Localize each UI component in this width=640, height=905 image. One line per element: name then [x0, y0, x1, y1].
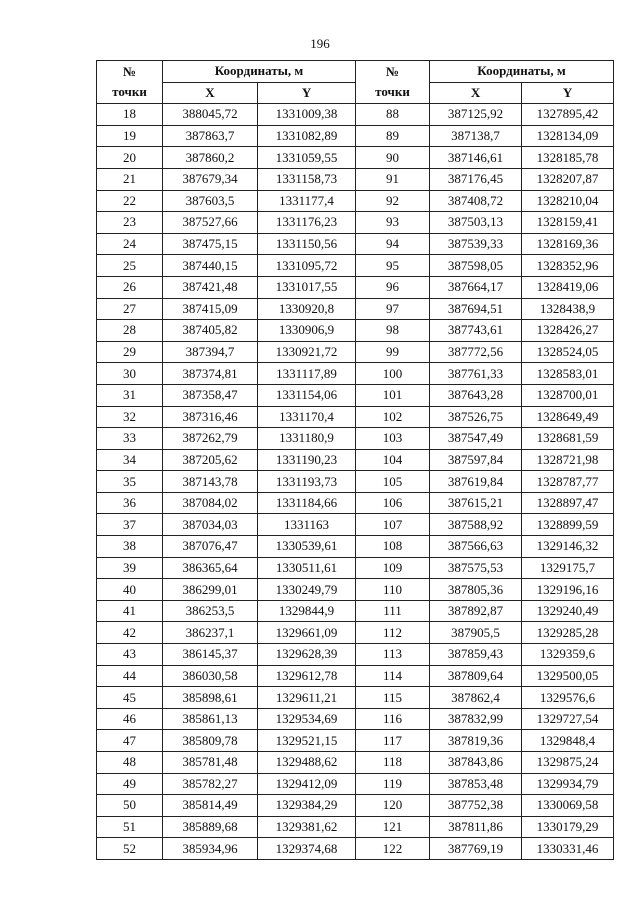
- table-row: [97, 233, 614, 255]
- point-number-cell: 105: [356, 471, 430, 493]
- point-number-header-right: [356, 61, 430, 104]
- table-row: [97, 514, 614, 536]
- point-number-cell: 95: [356, 255, 430, 277]
- x-coordinate-cell: 387125,92: [430, 104, 522, 126]
- x-coordinate-cell: 385861,13: [163, 708, 258, 730]
- y-coordinate-cell: 1329727,54: [522, 708, 614, 730]
- x-coordinate-cell: 387146,61: [430, 147, 522, 169]
- point-number-cell: 50: [97, 795, 163, 817]
- y-coordinate-cell: 1329576,6: [522, 687, 614, 709]
- point-number-cell: 45: [97, 687, 163, 709]
- y-coordinate-cell: 1328681,59: [522, 428, 614, 450]
- x-coordinate-cell: 387394,7: [163, 341, 258, 363]
- x-coordinate-cell: 387819,36: [430, 730, 522, 752]
- point-label: точки: [112, 84, 147, 100]
- x-coordinate-cell: 387176,45: [430, 168, 522, 190]
- y-coordinate-cell: 1330539,61: [258, 536, 356, 558]
- x-coordinate-cell: 387440,15: [163, 255, 258, 277]
- y-coordinate-cell: 1329934,79: [522, 773, 614, 795]
- x-coordinate-cell: 387138,7: [430, 125, 522, 147]
- y-coordinate-cell: 1329384,29: [258, 795, 356, 817]
- y-coordinate-cell: 1329285,28: [522, 622, 614, 644]
- y-coordinate-cell: 1329875,24: [522, 752, 614, 774]
- y-coordinate-cell: 1328899,59: [522, 514, 614, 536]
- table-row: [97, 449, 614, 471]
- table-row: [97, 536, 614, 558]
- x-coordinate-cell: 386030,58: [163, 665, 258, 687]
- x-coordinate-cell: 386237,1: [163, 622, 258, 644]
- y-coordinate-cell: 1328649,49: [522, 406, 614, 428]
- point-number-cell: 101: [356, 384, 430, 406]
- point-number-cell: 20: [97, 147, 163, 169]
- point-number-cell: 116: [356, 708, 430, 730]
- x-coordinate-cell: 387262,79: [163, 428, 258, 450]
- x-coordinate-cell: 387405,82: [163, 320, 258, 342]
- table-row: [97, 212, 614, 234]
- point-number-cell: 88: [356, 104, 430, 126]
- x-coordinate-cell: 387761,33: [430, 363, 522, 385]
- point-number-cell: 93: [356, 212, 430, 234]
- point-number-cell: 32: [97, 406, 163, 428]
- point-number-cell: 110: [356, 579, 430, 601]
- point-number-cell: 111: [356, 600, 430, 622]
- y-coordinate-cell: 1328210,04: [522, 190, 614, 212]
- x-header-left: X: [163, 82, 258, 104]
- x-coordinate-cell: 387588,92: [430, 514, 522, 536]
- table-row: [97, 276, 614, 298]
- x-coordinate-cell: 387374,81: [163, 363, 258, 385]
- x-coordinate-cell: 387076,47: [163, 536, 258, 558]
- point-number-cell: 34: [97, 449, 163, 471]
- y-coordinate-cell: 1330906,9: [258, 320, 356, 342]
- table-row: [97, 665, 614, 687]
- y-coordinate-cell: 1329611,21: [258, 687, 356, 709]
- y-coordinate-cell: 1331163: [258, 514, 356, 536]
- page-number: 196: [310, 36, 330, 51]
- y-coordinate-cell: 1328352,96: [522, 255, 614, 277]
- x-coordinate-cell: 386365,64: [163, 557, 258, 579]
- x-coordinate-cell: 387547,49: [430, 428, 522, 450]
- y-coordinate-cell: 1331017,55: [258, 276, 356, 298]
- x-coordinate-cell: 387603,5: [163, 190, 258, 212]
- x-coordinate-cell: 387084,02: [163, 492, 258, 514]
- x-coordinate-cell: 385781,48: [163, 752, 258, 774]
- x-coordinate-cell: 387863,7: [163, 125, 258, 147]
- coordinates-header-left: Координаты, м: [163, 61, 356, 83]
- x-coordinate-cell: 387752,38: [430, 795, 522, 817]
- table-row: [97, 168, 614, 190]
- table-row: [97, 125, 614, 147]
- point-number-cell: 47: [97, 730, 163, 752]
- point-number-cell: 92: [356, 190, 430, 212]
- x-coordinate-cell: 387769,19: [430, 838, 522, 860]
- table-row: [97, 752, 614, 774]
- table-row: [97, 795, 614, 817]
- y-coordinate-cell: 1331184,66: [258, 492, 356, 514]
- table-row: [97, 773, 614, 795]
- table-row: [97, 579, 614, 601]
- y-coordinate-cell: 1331150,56: [258, 233, 356, 255]
- point-number-cell: 112: [356, 622, 430, 644]
- point-number-cell: 107: [356, 514, 430, 536]
- y-coordinate-cell: 1329534,69: [258, 708, 356, 730]
- y-coordinate-cell: 1330511,61: [258, 557, 356, 579]
- point-number-cell: 19: [97, 125, 163, 147]
- point-number-cell: 43: [97, 644, 163, 666]
- point-number-cell: 44: [97, 665, 163, 687]
- x-coordinate-cell: 387575,53: [430, 557, 522, 579]
- x-coordinate-cell: 387862,4: [430, 687, 522, 709]
- point-number-cell: 103: [356, 428, 430, 450]
- point-number-cell: 96: [356, 276, 430, 298]
- point-number-cell: 113: [356, 644, 430, 666]
- x-coordinate-cell: 387205,62: [163, 449, 258, 471]
- table-row: [97, 600, 614, 622]
- x-coordinate-cell: 387527,66: [163, 212, 258, 234]
- y-coordinate-cell: 1331082,89: [258, 125, 356, 147]
- y-coordinate-cell: 1330920,8: [258, 298, 356, 320]
- point-number-cell: 48: [97, 752, 163, 774]
- x-coordinate-cell: 387503,13: [430, 212, 522, 234]
- x-coordinate-cell: 387679,34: [163, 168, 258, 190]
- point-number-cell: 23: [97, 212, 163, 234]
- point-number-cell: 41: [97, 600, 163, 622]
- point-number-cell: 33: [97, 428, 163, 450]
- x-coordinate-cell: 387664,17: [430, 276, 522, 298]
- point-number-cell: 108: [356, 536, 430, 558]
- x-coordinate-cell: 385889,68: [163, 816, 258, 838]
- x-coordinate-cell: 387860,2: [163, 147, 258, 169]
- y-coordinate-cell: 1329359,6: [522, 644, 614, 666]
- x-coordinate-cell: 387809,64: [430, 665, 522, 687]
- table-row: [97, 384, 614, 406]
- y-coordinate-cell: 1328583,01: [522, 363, 614, 385]
- x-coordinate-cell: 387539,33: [430, 233, 522, 255]
- table-row: [97, 492, 614, 514]
- table-row: [97, 644, 614, 666]
- x-coordinate-cell: 385934,96: [163, 838, 258, 860]
- y-coordinate-cell: 1331170,4: [258, 406, 356, 428]
- point-number-cell: 42: [97, 622, 163, 644]
- table-row: [97, 255, 614, 277]
- y-coordinate-cell: 1329628,39: [258, 644, 356, 666]
- y-coordinate-cell: 1329240,49: [522, 600, 614, 622]
- y-coordinate-cell: 1328524,05: [522, 341, 614, 363]
- x-coordinate-cell: 387832,99: [430, 708, 522, 730]
- y-header-right: Y: [522, 82, 614, 104]
- point-number-cell: 117: [356, 730, 430, 752]
- point-number-cell: 118: [356, 752, 430, 774]
- x-coordinate-cell: 385782,27: [163, 773, 258, 795]
- y-coordinate-cell: 1328897,47: [522, 492, 614, 514]
- point-number-cell: 27: [97, 298, 163, 320]
- point-number-cell: 119: [356, 773, 430, 795]
- point-number-cell: 25: [97, 255, 163, 277]
- x-coordinate-cell: 387859,43: [430, 644, 522, 666]
- point-number-cell: 109: [356, 557, 430, 579]
- x-coordinate-cell: 387475,15: [163, 233, 258, 255]
- x-coordinate-cell: 387034,03: [163, 514, 258, 536]
- point-number-header-left: [97, 61, 163, 104]
- table-row: [97, 622, 614, 644]
- table-row: [97, 708, 614, 730]
- y-coordinate-cell: 1331176,23: [258, 212, 356, 234]
- x-coordinate-cell: 387619,84: [430, 471, 522, 493]
- point-number-cell: 102: [356, 406, 430, 428]
- point-number-cell: 122: [356, 838, 430, 860]
- table-row: [97, 730, 614, 752]
- x-coordinate-cell: 387598,05: [430, 255, 522, 277]
- x-coordinate-cell: 387597,84: [430, 449, 522, 471]
- point-number-cell: 31: [97, 384, 163, 406]
- x-coordinate-cell: 386145,37: [163, 644, 258, 666]
- point-number-cell: 39: [97, 557, 163, 579]
- point-label: точки: [375, 84, 410, 100]
- y-coordinate-cell: 1329196,16: [522, 579, 614, 601]
- table-row: [97, 298, 614, 320]
- table-row: [97, 428, 614, 450]
- table-row: [97, 838, 614, 860]
- x-coordinate-cell: 387643,28: [430, 384, 522, 406]
- table-row: [97, 104, 614, 126]
- y-coordinate-cell: 1329146,32: [522, 536, 614, 558]
- point-number-cell: 29: [97, 341, 163, 363]
- point-number-cell: 99: [356, 341, 430, 363]
- point-number-cell: 21: [97, 168, 163, 190]
- point-number-cell: 38: [97, 536, 163, 558]
- header-row-axes: [97, 82, 614, 104]
- y-coordinate-cell: 1329844,9: [258, 600, 356, 622]
- point-number-cell: 30: [97, 363, 163, 385]
- x-coordinate-cell: 387843,86: [430, 752, 522, 774]
- y-coordinate-cell: 1330249,79: [258, 579, 356, 601]
- y-coordinate-cell: 1329374,68: [258, 838, 356, 860]
- y-coordinate-cell: 1329412,09: [258, 773, 356, 795]
- x-coordinate-cell: 387694,51: [430, 298, 522, 320]
- y-coordinate-cell: 1329661,09: [258, 622, 356, 644]
- table-row: [97, 687, 614, 709]
- x-coordinate-cell: 387853,48: [430, 773, 522, 795]
- point-number-cell: 24: [97, 233, 163, 255]
- point-number-cell: 114: [356, 665, 430, 687]
- y-coordinate-cell: 1328207,87: [522, 168, 614, 190]
- y-coordinate-cell: 1331117,89: [258, 363, 356, 385]
- table-row: [97, 341, 614, 363]
- y-coordinate-cell: 1328787,77: [522, 471, 614, 493]
- y-coordinate-cell: 1331190,23: [258, 449, 356, 471]
- y-coordinate-cell: 1328419,06: [522, 276, 614, 298]
- x-coordinate-cell: 385809,78: [163, 730, 258, 752]
- y-coordinate-cell: 1330331,46: [522, 838, 614, 860]
- point-number-cell: 46: [97, 708, 163, 730]
- point-number-cell: 94: [356, 233, 430, 255]
- y-coordinate-cell: 1329612,78: [258, 665, 356, 687]
- y-coordinate-cell: 1328169,36: [522, 233, 614, 255]
- table-row: [97, 471, 614, 493]
- point-number-cell: 106: [356, 492, 430, 514]
- y-header-left: Y: [258, 82, 356, 104]
- y-coordinate-cell: 1331009,38: [258, 104, 356, 126]
- number-sign: №: [385, 64, 400, 80]
- y-coordinate-cell: 1328700,01: [522, 384, 614, 406]
- point-number-cell: 90: [356, 147, 430, 169]
- x-coordinate-cell: 387358,47: [163, 384, 258, 406]
- y-coordinate-cell: 1331095,72: [258, 255, 356, 277]
- y-coordinate-cell: 1329848,4: [522, 730, 614, 752]
- x-coordinate-cell: 387905,5: [430, 622, 522, 644]
- x-coordinate-cell: 387772,56: [430, 341, 522, 363]
- y-coordinate-cell: 1330921,72: [258, 341, 356, 363]
- y-coordinate-cell: 1331158,73: [258, 168, 356, 190]
- x-coordinate-cell: 387811,86: [430, 816, 522, 838]
- x-coordinate-cell: 387421,48: [163, 276, 258, 298]
- y-coordinate-cell: 1328721,98: [522, 449, 614, 471]
- x-coordinate-cell: 387566,63: [430, 536, 522, 558]
- x-coordinate-cell: 387526,75: [430, 406, 522, 428]
- x-coordinate-cell: 387316,46: [163, 406, 258, 428]
- y-coordinate-cell: 1331177,4: [258, 190, 356, 212]
- y-coordinate-cell: 1330069,58: [522, 795, 614, 817]
- y-coordinate-cell: 1330179,29: [522, 816, 614, 838]
- y-coordinate-cell: 1327895,42: [522, 104, 614, 126]
- number-sign: №: [122, 64, 137, 80]
- x-coordinate-cell: 386299,01: [163, 579, 258, 601]
- y-coordinate-cell: 1331154,06: [258, 384, 356, 406]
- table-row: [97, 363, 614, 385]
- point-number-cell: 40: [97, 579, 163, 601]
- point-number-cell: 52: [97, 838, 163, 860]
- x-coordinate-cell: 387415,09: [163, 298, 258, 320]
- y-coordinate-cell: 1329500,05: [522, 665, 614, 687]
- y-coordinate-cell: 1331193,73: [258, 471, 356, 493]
- point-number-cell: 18: [97, 104, 163, 126]
- point-number-cell: 115: [356, 687, 430, 709]
- table-row: [97, 320, 614, 342]
- coordinates-header-right: Координаты, м: [430, 61, 614, 83]
- point-number-cell: 35: [97, 471, 163, 493]
- table-row: [97, 147, 614, 169]
- y-coordinate-cell: 1329488,62: [258, 752, 356, 774]
- table-row: [97, 406, 614, 428]
- header-row-top: [97, 61, 614, 83]
- x-coordinate-cell: 385898,61: [163, 687, 258, 709]
- x-coordinate-cell: 388045,72: [163, 104, 258, 126]
- point-number-cell: 91: [356, 168, 430, 190]
- x-coordinate-cell: 385814,49: [163, 795, 258, 817]
- coordinates-table: [96, 60, 614, 860]
- y-coordinate-cell: 1328159,41: [522, 212, 614, 234]
- x-coordinate-cell: 387408,72: [430, 190, 522, 212]
- y-coordinate-cell: 1329381,62: [258, 816, 356, 838]
- y-coordinate-cell: 1329521,15: [258, 730, 356, 752]
- point-number-cell: 51: [97, 816, 163, 838]
- point-number-cell: 26: [97, 276, 163, 298]
- point-number-cell: 98: [356, 320, 430, 342]
- point-number-cell: 120: [356, 795, 430, 817]
- x-coordinate-cell: 387892,87: [430, 600, 522, 622]
- y-coordinate-cell: 1328134,09: [522, 125, 614, 147]
- table-row: [97, 816, 614, 838]
- x-header-right: X: [430, 82, 522, 104]
- point-number-cell: 89: [356, 125, 430, 147]
- x-coordinate-cell: 387805,36: [430, 579, 522, 601]
- y-coordinate-cell: 1328438,9: [522, 298, 614, 320]
- y-coordinate-cell: 1329175,7: [522, 557, 614, 579]
- x-coordinate-cell: 386253,5: [163, 600, 258, 622]
- table-row: [97, 557, 614, 579]
- table-row: [97, 190, 614, 212]
- point-number-cell: 37: [97, 514, 163, 536]
- point-number-cell: 104: [356, 449, 430, 471]
- point-number-cell: 49: [97, 773, 163, 795]
- point-number-cell: 28: [97, 320, 163, 342]
- point-number-cell: 100: [356, 363, 430, 385]
- point-number-cell: 121: [356, 816, 430, 838]
- y-coordinate-cell: 1328426,27: [522, 320, 614, 342]
- table-header: [97, 61, 614, 104]
- x-coordinate-cell: 387743,61: [430, 320, 522, 342]
- table-body: [97, 104, 614, 860]
- point-number-cell: 22: [97, 190, 163, 212]
- x-coordinate-cell: 387143,78: [163, 471, 258, 493]
- y-coordinate-cell: 1328185,78: [522, 147, 614, 169]
- y-coordinate-cell: 1331059,55: [258, 147, 356, 169]
- point-number-cell: 36: [97, 492, 163, 514]
- point-number-cell: 97: [356, 298, 430, 320]
- x-coordinate-cell: 387615,21: [430, 492, 522, 514]
- y-coordinate-cell: 1331180,9: [258, 428, 356, 450]
